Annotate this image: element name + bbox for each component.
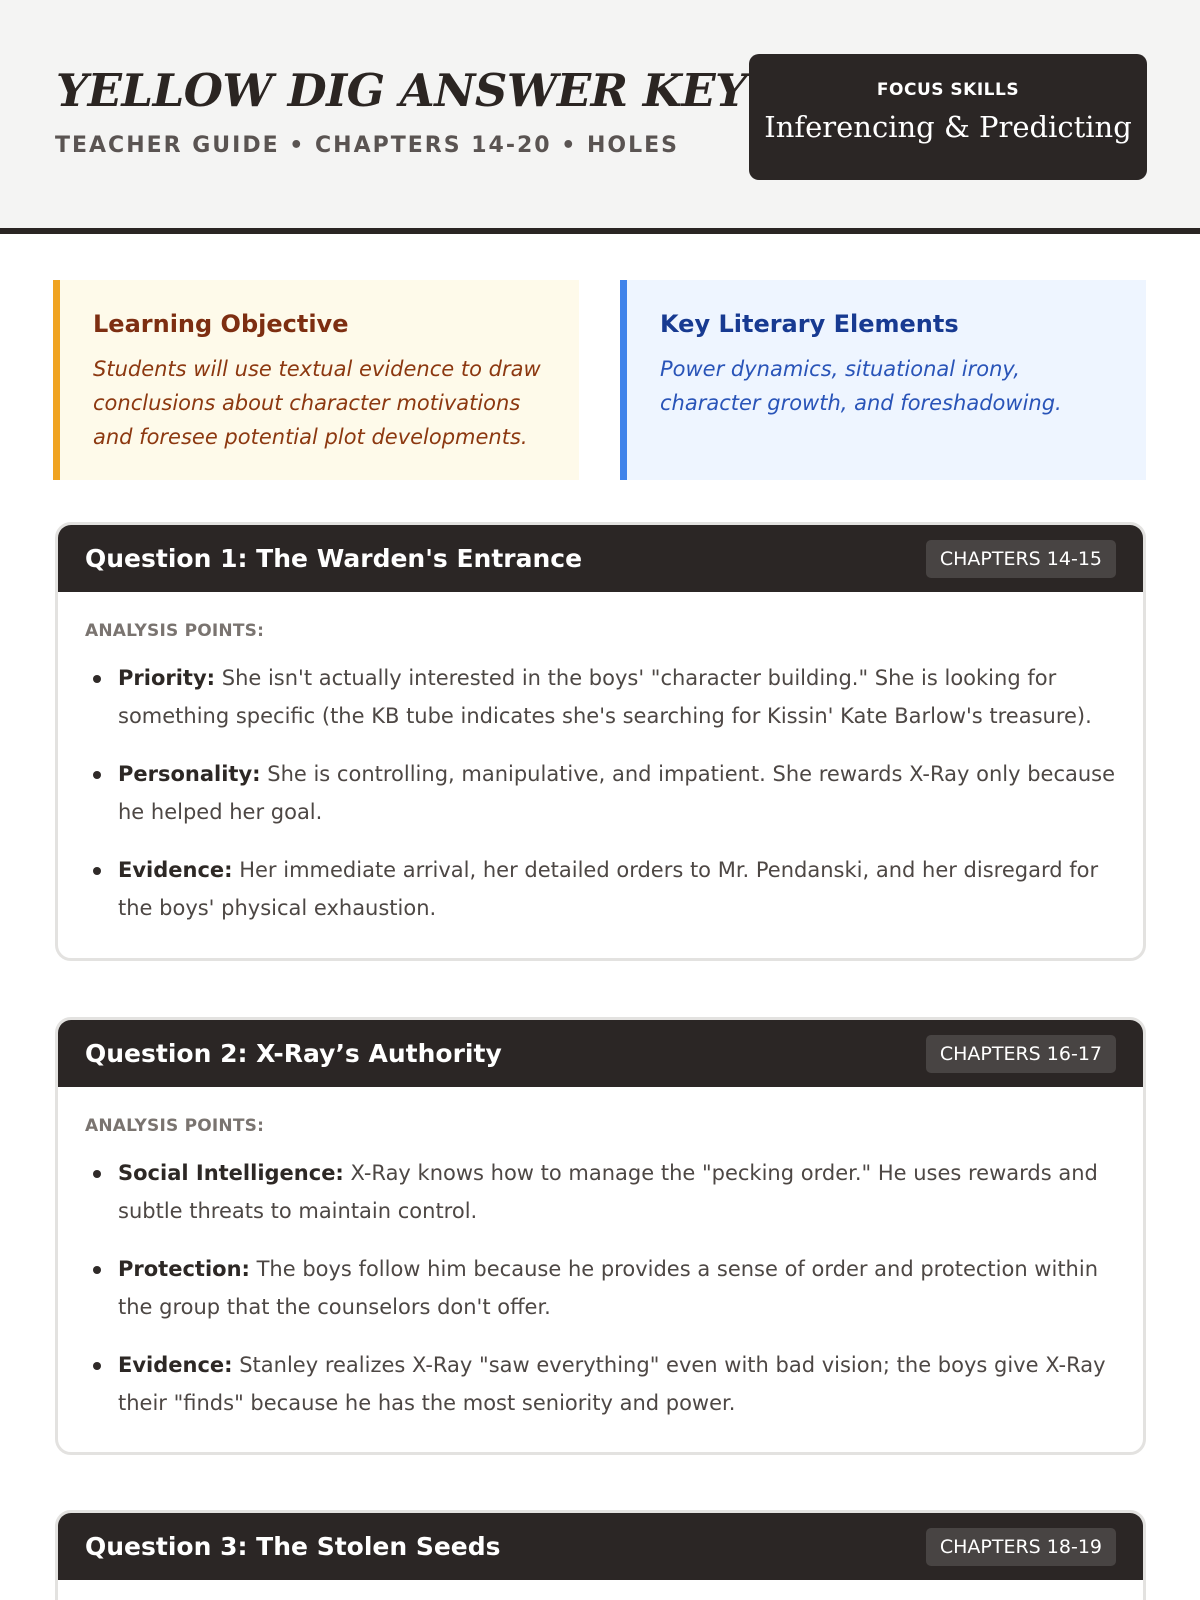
question-card-3 (55, 1510, 1146, 1600)
analysis-point-text: Stanley realizes X-Ray "saw everything" even with bad vision; the boys give X-Ray their "finds" because he has the most seniority and power. (118, 1353, 1106, 1415)
question-header (58, 525, 1143, 592)
analysis-points-list (85, 659, 1116, 927)
analysis-point-term: Social Intelligence: (118, 1161, 344, 1185)
key-literary-elements-text: Power dynamics, situational irony, character growth, and foreshadowing. (660, 357, 1062, 415)
question-body (58, 592, 1143, 927)
analysis-point-text: She isn't actually interested in the boys' "character building." She is looking for something specific (the KB tube indicates she's searching for Kissin' Kate Barlow's treasure). (118, 666, 1092, 728)
key-literary-elements-card (620, 280, 1146, 480)
question-title: Question 1: The Warden's Entrance (85, 544, 583, 573)
focus-skills-value: Inferencing & Predicting (764, 110, 1132, 144)
analysis-points-label: ANALYSIS POINTS: (85, 1116, 265, 1136)
analysis-point-term: Protection: (118, 1257, 250, 1281)
question-body (58, 1087, 1143, 1422)
analysis-point-term: Personality: (118, 762, 261, 786)
analysis-point (85, 1346, 1116, 1422)
analysis-point (85, 1250, 1116, 1326)
analysis-points-label: ANALYSIS POINTS: (85, 621, 265, 641)
chapter-badge: CHAPTERS 14-15 (926, 540, 1116, 578)
focus-skills-label: FOCUS SKILLS (876, 80, 1020, 100)
learning-objective-text: Students will use textual evidence to draw conclusions about character motivations and foresee potential plot developments. (93, 357, 541, 449)
question-header (58, 1513, 1143, 1580)
analysis-point-term: Evidence: (118, 1353, 233, 1377)
page-header (0, 0, 1200, 234)
analysis-point-term: Priority: (118, 666, 216, 690)
question-card-1 (55, 522, 1146, 961)
analysis-point (85, 755, 1116, 831)
analysis-point-text: She is controlling, manipulative, and impatient. She rewards X-Ray only because he helped her goal. (118, 762, 1116, 824)
question-card-2 (55, 1017, 1146, 1455)
chapter-badge: CHAPTERS 16-17 (926, 1035, 1116, 1073)
learning-objective-card (53, 280, 579, 480)
question-title: Question 2: X-Ray’s Authority (85, 1039, 502, 1068)
analysis-point-text: The boys follow him because he provides a sense of order and protection within the group that the counselors don't offer. (118, 1257, 1099, 1319)
focus-skills-box (749, 54, 1147, 180)
learning-objective-title: Learning Objective (93, 310, 349, 338)
analysis-point-term: Evidence: (118, 858, 233, 882)
analysis-point-text: Her immediate arrival, her detailed orders to Mr. Pendanski, and her disregard for the boys' physical exhaustion. (118, 858, 1099, 920)
guide-subtitle: TEACHER GUIDE • CHAPTERS 14-20 • HOLES (55, 133, 679, 158)
page-title: YELLOW DIG ANSWER KEY (56, 64, 747, 117)
analysis-point (85, 659, 1116, 735)
analysis-point-text: X-Ray knows how to manage the "pecking order." He uses rewards and subtle threats to maintain control. (118, 1161, 1098, 1223)
chapter-badge: CHAPTERS 18-19 (926, 1528, 1116, 1566)
key-literary-elements-title: Key Literary Elements (660, 310, 959, 338)
analysis-points-list (85, 1154, 1116, 1422)
question-header (58, 1020, 1143, 1087)
analysis-point (85, 851, 1116, 927)
question-title: Question 3: The Stolen Seeds (85, 1532, 501, 1561)
analysis-point (85, 1154, 1116, 1230)
